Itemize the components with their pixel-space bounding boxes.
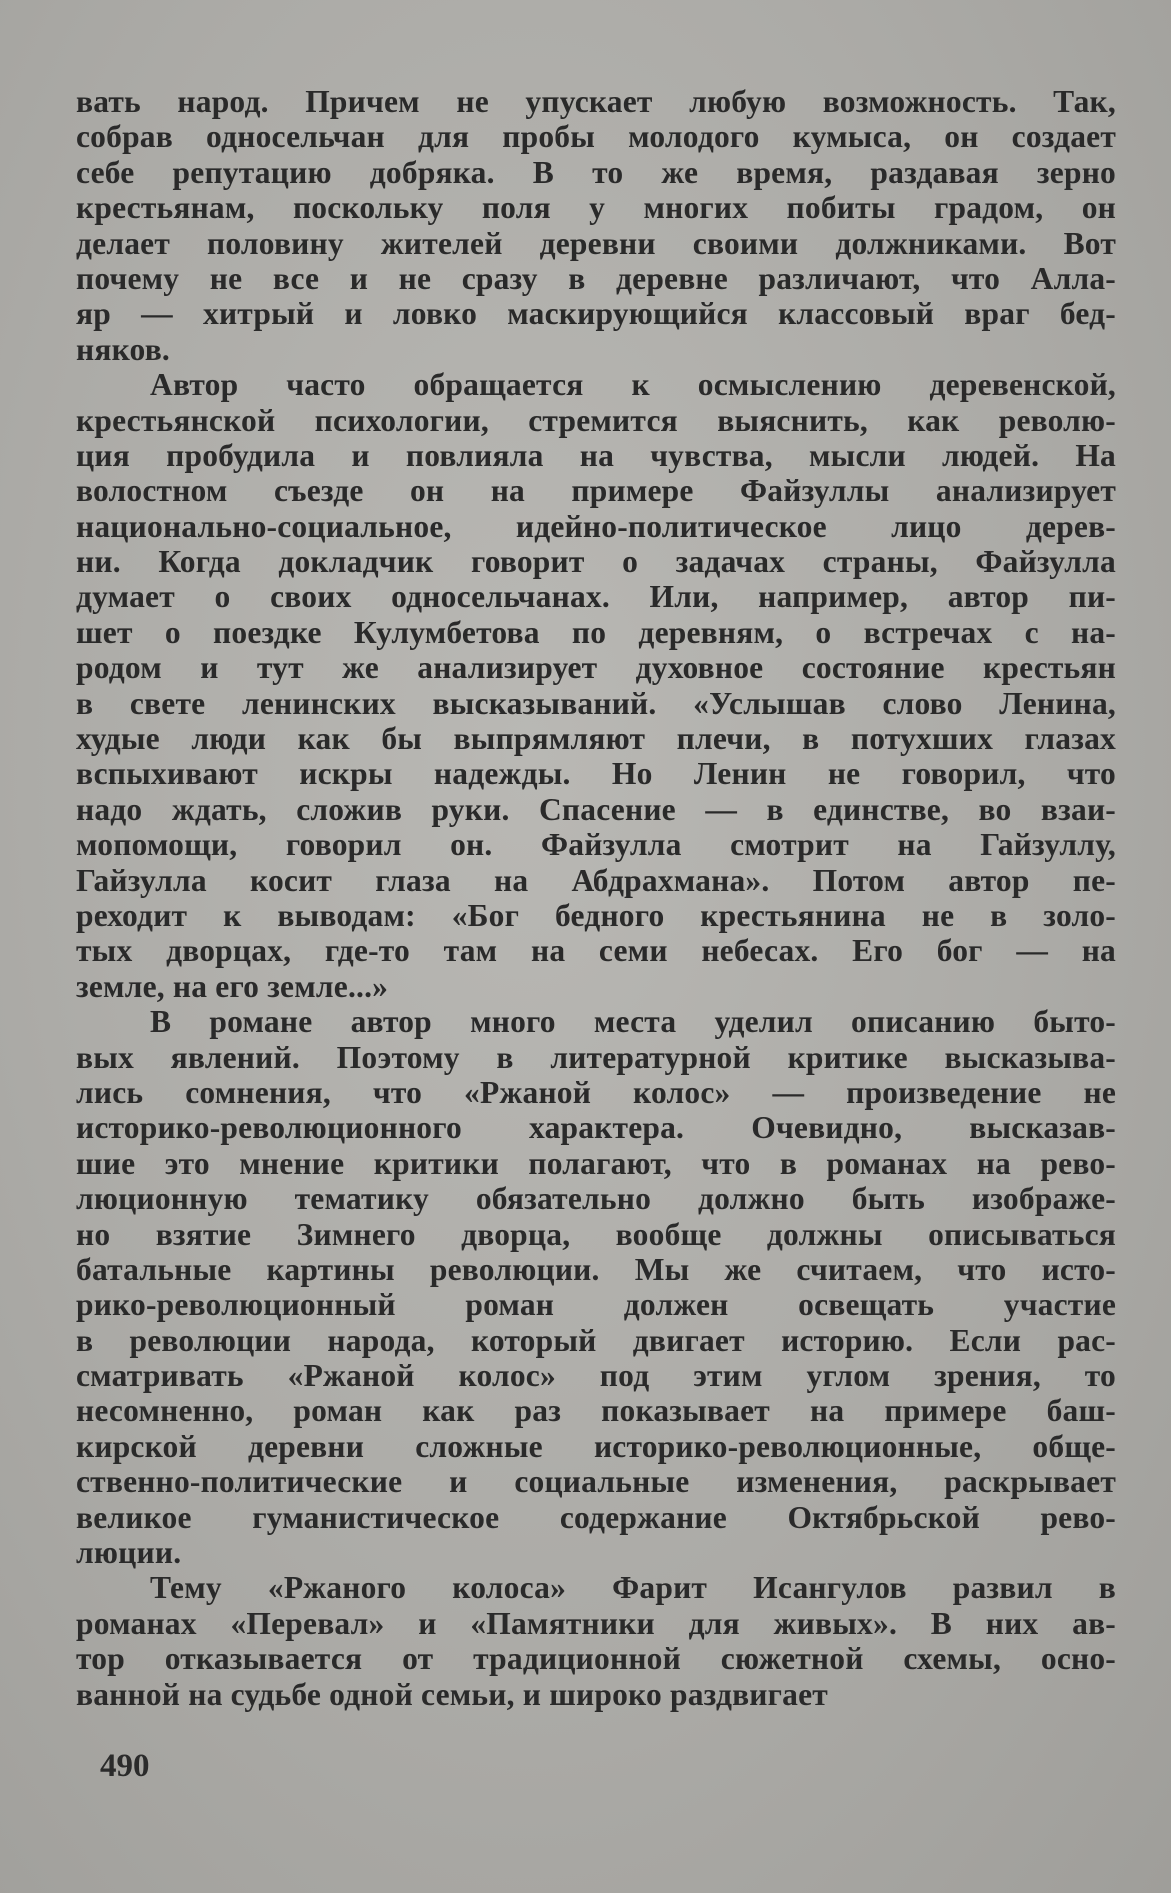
text-line: рико-революционный роман должен освещать участие bbox=[76, 1287, 1116, 1323]
text-line: романах «Перевал» и «Памятники для живых». В них ав- bbox=[76, 1605, 1116, 1641]
text-line: шие это мнение критики полагают, что в романах на рево- bbox=[76, 1145, 1116, 1181]
text-line: ция пробудила и повлияла на чувства, мысли людей. На bbox=[76, 437, 1116, 473]
text-line: земле, на его земле...» bbox=[76, 968, 389, 1004]
text-line: волостном съезде он на примере Файзуллы анализирует bbox=[76, 473, 1116, 509]
text-line: в революции народа, который двигает историю. Если рас- bbox=[76, 1322, 1116, 1358]
text-line: вать народ. Причем не упускает любую возможность. Так, bbox=[76, 84, 1116, 119]
text-line: делает половину жителей деревни своими должниками. Вот bbox=[76, 225, 1116, 261]
text-line: лись сомнения, что «Ржаной колос» — произведение не bbox=[76, 1074, 1116, 1110]
text-line: в свете ленинских высказываний. «Услышав слово Ленина, bbox=[76, 685, 1116, 721]
text-line: Автор часто обращается к осмыслению деревенской, bbox=[150, 367, 1116, 403]
text-line: великое гуманистическое содержание Октябрьской рево- bbox=[76, 1499, 1116, 1535]
paragraph bbox=[76, 367, 1116, 1004]
text-line: крестьянам, поскольку поля у многих побиты градом, он bbox=[76, 190, 1116, 226]
text-line: яр — хитрый и ловко маскирующийся классовый враг бед- bbox=[76, 296, 1116, 332]
text-line: родом и тут же анализирует духовное состояние крестьян bbox=[76, 650, 1116, 686]
text-line: крестьянской психологии, стремится выяснить, как револю- bbox=[76, 402, 1116, 438]
text-line: несомненно, роман как раз показывает на примере баш- bbox=[76, 1393, 1116, 1429]
text-line: ванной на судьбе одной семьи, и широко раздвигает bbox=[76, 1676, 828, 1712]
text-line: историко-революционного характера. Очевидно, высказав- bbox=[76, 1110, 1116, 1146]
text-line: тор отказывается от традиционной сюжетной схемы, осно- bbox=[76, 1641, 1116, 1677]
text-line: няков. bbox=[76, 331, 170, 367]
text-line: люционную тематику обязательно должно быть изображе- bbox=[76, 1181, 1116, 1217]
text-line: В романе автор много места уделил описанию быто- bbox=[150, 1004, 1116, 1040]
text-line: себе репутацию добряка. В то же время, раздавая зерно bbox=[76, 154, 1116, 190]
text-line: национально-социальное, идейно-политическое лицо дерев- bbox=[76, 508, 1116, 544]
text-line: собрав односельчан для пробы молодого кумыса, он создает bbox=[76, 119, 1116, 155]
text-line: вспыхивают искры надежды. Но Ленин не говорил, что bbox=[76, 756, 1116, 792]
text-line: надо ждать, сложив руки. Спасение — в единстве, во взаи- bbox=[76, 791, 1116, 827]
text-line: почему не все и не сразу в деревне различают, что Алла- bbox=[76, 260, 1116, 296]
text-line: сматривать «Ржаной колос» под этим углом зрения, то bbox=[76, 1358, 1116, 1394]
text-line: ни. Когда докладчик говорит о задачах страны, Файзулла bbox=[76, 544, 1116, 580]
paragraph bbox=[76, 84, 1116, 367]
text-line: батальные картины революции. Мы же считаем, что исто- bbox=[76, 1251, 1116, 1287]
text-line: Гайзулла косит глаза на Абдрахмана». Потом автор пе- bbox=[76, 862, 1116, 898]
text-line: ственно-политические и социальные изменения, раскрывает bbox=[76, 1464, 1116, 1500]
text-line: шет о поездке Кулумбетова по деревням, о встречах с на- bbox=[76, 614, 1116, 650]
text-line: Тему «Ржаного колоса» Фарит Исангулов развил в bbox=[150, 1570, 1116, 1606]
text-line: реходит к выводам: «Бог бедного крестьянина не в золо- bbox=[76, 897, 1116, 933]
body-text bbox=[76, 84, 1116, 1712]
text-line: но взятие Зимнего дворца, вообще должны описываться bbox=[76, 1216, 1116, 1252]
text-line: думает о своих односельчанах. Или, например, автор пи- bbox=[76, 579, 1116, 615]
text-line: мопомощи, говорил он. Файзулла смотрит на Гайзуллу, bbox=[76, 827, 1116, 863]
text-line: вых явлений. Поэтому в литературной критике высказыва- bbox=[76, 1039, 1116, 1075]
paragraph bbox=[76, 1004, 1116, 1570]
page-number: 490 bbox=[100, 1748, 150, 1784]
text-line: тых дворцах, где-то там на семи небесах. Его бог — на bbox=[76, 933, 1116, 969]
paragraph bbox=[76, 1570, 1116, 1712]
text-line: люции. bbox=[76, 1535, 182, 1571]
text-line: худые люди как бы выпрямляют плечи, в потухших глазах bbox=[76, 721, 1116, 757]
text-line: кирской деревни сложные историко-революционные, обще- bbox=[76, 1428, 1116, 1464]
